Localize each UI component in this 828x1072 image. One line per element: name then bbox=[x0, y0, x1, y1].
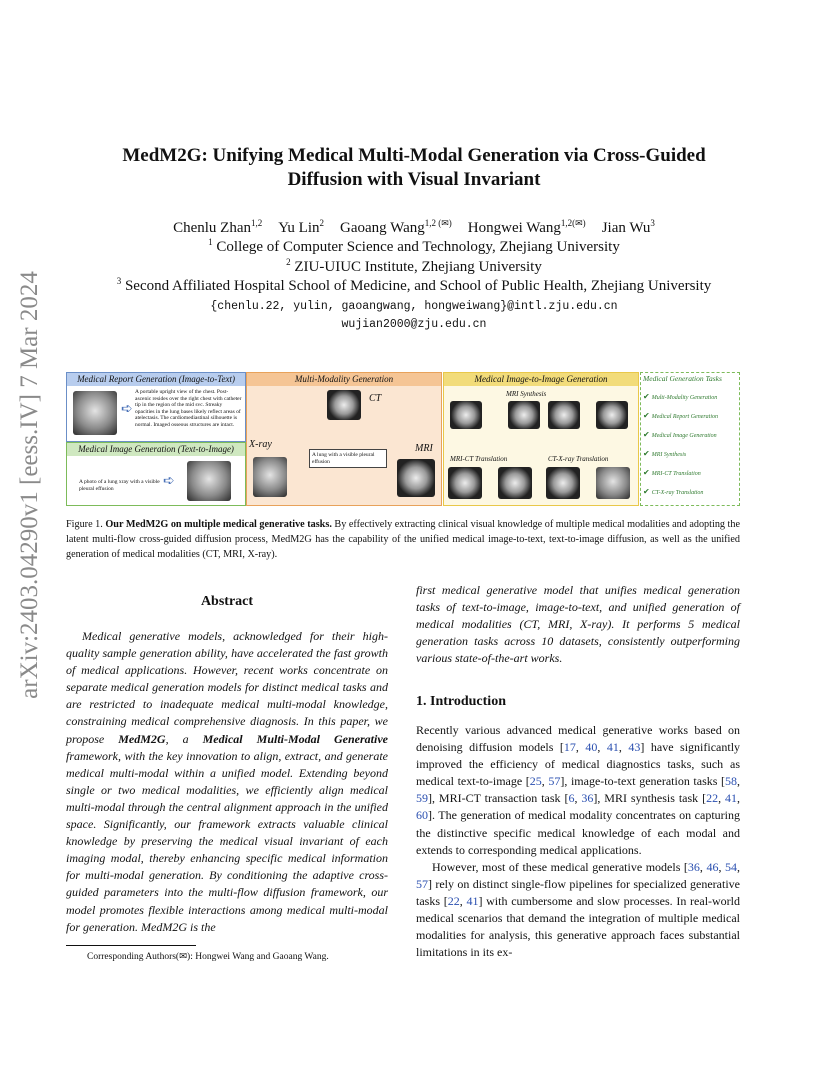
multi-prompt: A lung with a visible pleural effusion bbox=[309, 449, 387, 468]
citation-link[interactable]: 43 bbox=[628, 740, 641, 755]
task-item: ✔ Medical Report Generation bbox=[643, 411, 719, 420]
label-mri-synthesis: MRI Synthesis bbox=[506, 390, 547, 398]
intro-paragraph-2: However, most of these medical generative models [36, 46, 54, 57] rely on distinct single-flow pipelines for specialized generative tasks [22, 41] with cumbersome and slow processes. In real-world medical scenarios that demand the integration of multiple medical modalities for analysis, this generative approach faces substantial limitations in its ex- bbox=[416, 859, 741, 960]
footnote: Corresponding Authors(✉): Hongwei Wang and Gaoang Wang. bbox=[87, 952, 329, 962]
mri-synth-image-4 bbox=[596, 401, 628, 429]
citation-link[interactable]: 57 bbox=[548, 774, 561, 789]
caption-bold: Our MedM2G on multiple medical generative tasks. bbox=[105, 519, 332, 530]
label-mri-ct: MRI-CT Translation bbox=[450, 455, 508, 463]
abstract-continuation: first medical generative model that unifies medical generation tasks of text-to-image, image-to-text, and unified generation of medical modalities (CT, MRI, X-ray). It performs 5 medical generation tasks across 10 datasets, consistently outperforming various state-of-the-art works. bbox=[416, 583, 740, 666]
label-ct: CT bbox=[369, 393, 382, 404]
arrow-right-icon: ➪ bbox=[163, 474, 175, 489]
footnote-rule bbox=[66, 945, 196, 946]
email-line-1: {chenlu.22, yulin, gaoangwang, hongweiwang}@intl.zju.edu.cn bbox=[210, 300, 618, 313]
title-line-2: Diffusion with Visual Invariant bbox=[287, 169, 541, 190]
citation-link[interactable]: 58 bbox=[725, 774, 738, 789]
caption-label: Figure 1. bbox=[66, 519, 103, 530]
citation-link[interactable]: 22 bbox=[706, 791, 719, 806]
panel-imagegen-title: Medical Image Generation (Text-to-Image) bbox=[67, 443, 245, 456]
panel-multi-title: Multi-Modality Generation bbox=[247, 373, 441, 386]
arxiv-stamp-text: arXiv:2403.04290v1 [eess.IV] 7 Mar 2024 bbox=[16, 271, 43, 699]
task-item: ✔ Multi-Modality Generation bbox=[643, 392, 718, 401]
citation-link[interactable]: 46 bbox=[706, 859, 719, 874]
affiliation-1: $^1$ College of Computer Science and Technology, Zhejiang University bbox=[208, 237, 620, 255]
check-icon: ✔ bbox=[643, 411, 652, 420]
affiliation-3: $^3$ Second Affiliated Hospital School of Medicine, and School of Public Health, Zhejiang University bbox=[116, 276, 712, 294]
caption-text: By effectively extracting clinical visual knowledge of multiple medical modalities and adopting the latent multi-flow cross-guided diffusion process, MedM2G has the capability of the unified medical image-to-text, text-to-image diffusion, as well as the unified generation of medical modalities (CT, MRI, X-ray). bbox=[66, 519, 741, 560]
ct-xray-image-2 bbox=[596, 467, 630, 499]
panel-i2i-title: Medical Image-to-Image Generation bbox=[444, 373, 638, 386]
chest-xray-image bbox=[73, 391, 117, 435]
task-item: ✔ MRI-CT Translation bbox=[643, 468, 701, 477]
abstract-heading: Abstract bbox=[200, 594, 254, 609]
task-item: ✔ MRI Synthesis bbox=[643, 449, 687, 458]
figure-1 bbox=[66, 372, 740, 508]
intro-paragraph-1: Recently various advanced medical generative works based on denoising diffusion models [17, 40, 41, 43] have significantly improved the efficiency of medical diagnostics tasks, such as medical text-to-image [25, 57], image-to-text generation tasks [58, 59], MRI-CT transaction task [6, 36], MRI synthesis task [22, 41, 60]. The generation of medical modality concentrates on capturing the distinctive specific medical knowledge of each modal and extends to corresponding medical applications. bbox=[416, 723, 741, 857]
citation-link[interactable]: 25 bbox=[529, 774, 542, 789]
mri-synth-image-2 bbox=[508, 401, 540, 429]
paper-title bbox=[80, 144, 748, 192]
intro-heading: 1. Introduction bbox=[416, 694, 506, 709]
panel-image-generation bbox=[66, 442, 246, 506]
citation-link[interactable]: 57 bbox=[416, 876, 428, 891]
citation-link[interactable]: 59 bbox=[416, 791, 428, 806]
mri-ct-image-1 bbox=[448, 467, 482, 499]
imagegen-prompt: A photo of a lung xray with a visible pleural effusion bbox=[79, 479, 160, 492]
generated-xray-image bbox=[187, 461, 231, 501]
citation-link[interactable]: 41 bbox=[606, 740, 619, 755]
task-item: ✔ Medical Image Generation bbox=[643, 430, 717, 439]
label-mri: MRI bbox=[415, 443, 433, 454]
ct-image bbox=[327, 390, 361, 420]
panel-image-to-image bbox=[443, 372, 639, 506]
panel-report-title: Medical Report Generation (Image-to-Text) bbox=[67, 373, 245, 386]
mri-image bbox=[397, 459, 435, 497]
citation-link[interactable]: 41 bbox=[466, 893, 479, 908]
task-list bbox=[643, 387, 739, 501]
check-icon: ✔ bbox=[643, 449, 652, 458]
citation-link[interactable]: 36 bbox=[687, 859, 700, 874]
arxiv-stamp bbox=[8, 271, 52, 699]
report-text: A portable upright view of the chest. Post-ascenic resides over the right chest with catheter tip in the region of the mid svc. Streaky opacities in the lung bases likely reflect areas of atelectasis. The cardiomediastinal silhouette is normal. Imaged osseous structures are intact. bbox=[135, 389, 242, 428]
citation-link[interactable]: 40 bbox=[585, 740, 598, 755]
author-3: Hongwei Wang$^{1,2(✉)}$ bbox=[467, 218, 586, 236]
author-2: Gaoang Wang$^{1,2 (✉)}$ bbox=[340, 218, 452, 236]
citation-link[interactable]: 22 bbox=[447, 893, 460, 908]
arrow-right-icon: ➪ bbox=[121, 402, 133, 417]
panel-tasks bbox=[640, 372, 740, 506]
check-icon: ✔ bbox=[643, 468, 652, 477]
panel-tasks-title: Medical Generation Tasks bbox=[643, 374, 722, 383]
email-line-2: wujian2000@zju.edu.cn bbox=[341, 318, 487, 331]
author-list bbox=[80, 218, 748, 237]
ct-xray-image-1 bbox=[546, 467, 580, 499]
check-icon: ✔ bbox=[643, 487, 652, 496]
citation-link[interactable]: 41 bbox=[725, 791, 738, 806]
label-xray: X-ray bbox=[249, 439, 272, 450]
check-icon: ✔ bbox=[643, 392, 652, 401]
author-0: Chenlu Zhan$^{1,2}$ bbox=[173, 218, 263, 236]
title-line-1: MedM2G: Unifying Medical Multi-Modal Generation via Cross-Guided bbox=[122, 145, 706, 166]
mri-ct-image-2 bbox=[498, 467, 532, 499]
citation-link[interactable]: 36 bbox=[581, 791, 594, 806]
citation-link[interactable]: 17 bbox=[563, 740, 576, 755]
mri-synth-image-1 bbox=[450, 401, 482, 429]
affiliation-2: $^2$ ZIU-UIUC Institute, Zhejiang University bbox=[286, 257, 542, 275]
figure-caption bbox=[66, 517, 740, 562]
check-icon: ✔ bbox=[643, 430, 652, 439]
citation-link[interactable]: 54 bbox=[725, 859, 737, 874]
label-ct-xray: CT-X-ray Translation bbox=[548, 455, 609, 463]
intro-body bbox=[416, 722, 740, 961]
mri-synth-image-3 bbox=[548, 401, 580, 429]
xray-image bbox=[253, 457, 287, 497]
task-item: ✔ CT-X-ray Translation bbox=[643, 487, 704, 496]
abstract-body: Medical generative models, acknowledged for their high-quality sample generation ability, have accelerated the fast growth of medical applications. However, recent works concentrate on separate medical generation models for distinct medical tasks and are restricted to inadequate medical multi-modal knowledge, constraining medical comprehensive diagnosis. In this paper, we propose MedM2G, a Medical Multi-Modal Generative framework, with the key innovation to align, extract, and generate medical multi-modal within a unified model. Extending beyond single or two medical modalities, we efficiently align medical multi-modal through the central alignment approach in the unified space. Significantly, our framework extracts valuable clinical knowledge by preserving the medical visual invariant of each imaging modal, thereby enhancing specific medical information for multi-modal generation. By conditioning the adaptive cross-guided parameters into the multi-flow diffusion framework, our model promotes flexible interactions among medical multi-modal for generation. MedM2G is the bbox=[66, 629, 388, 934]
author-1: Yu Lin$^2$ bbox=[278, 218, 324, 236]
citation-link[interactable]: 60 bbox=[416, 808, 428, 823]
panel-multi-modality bbox=[246, 372, 442, 506]
author-4: Jian Wu$^3$ bbox=[601, 218, 655, 236]
panel-report-generation bbox=[66, 372, 246, 442]
citation-link[interactable]: 6 bbox=[568, 791, 575, 806]
